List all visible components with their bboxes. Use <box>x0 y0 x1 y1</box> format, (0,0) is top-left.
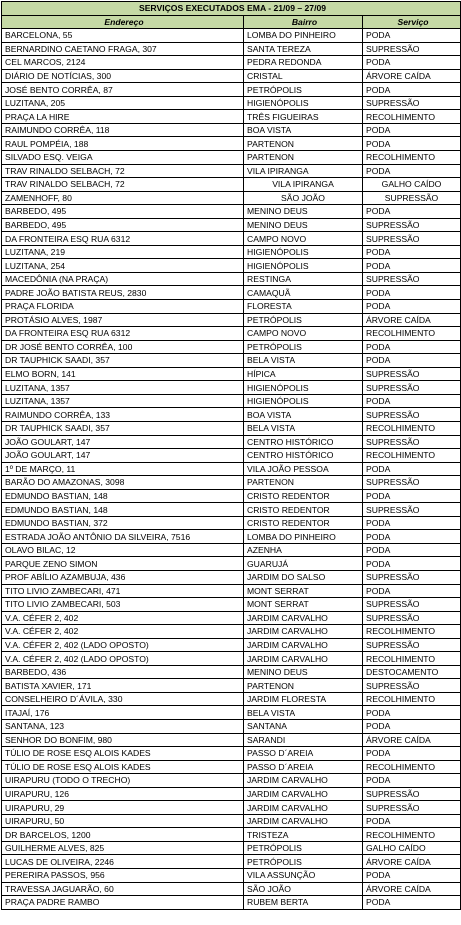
cell-bairro: GUARUJÁ <box>244 557 363 571</box>
cell-bairro: PETRÓPOLIS <box>244 841 363 855</box>
cell-bairro: HIGIENÓPOLIS <box>244 381 363 395</box>
cell-servico: ÁRVORE CAÍDA <box>363 882 461 896</box>
cell-bairro: SÃO JOÃO <box>244 882 363 896</box>
cell-endereco: PRAÇA FLORIDA <box>2 300 244 314</box>
cell-bairro: JARDIM CARVALHO <box>244 652 363 666</box>
table-row <box>2 123 461 137</box>
cell-endereco: TITO LIVIO ZAMBECARI, 471 <box>2 584 244 598</box>
cell-bairro: MONT SERRAT <box>244 584 363 598</box>
cell-endereco: LUZITANA, 1357 <box>2 394 244 408</box>
cell-endereco: BARBEDO, 495 <box>2 205 244 219</box>
cell-endereco: DR BARCELOS, 1200 <box>2 828 244 842</box>
cell-bairro: MENINO DEUS <box>244 665 363 679</box>
cell-endereco: DA FRONTEIRA ESQ RUA 6312 <box>2 327 244 341</box>
table-row <box>2 110 461 124</box>
cell-endereco: LUCAS DE OLIVEIRA, 2246 <box>2 855 244 869</box>
cell-servico: PODA <box>363 394 461 408</box>
cell-endereco: PARQUE ZENO SIMON <box>2 557 244 571</box>
cell-servico: PODA <box>363 164 461 178</box>
cell-bairro: CRISTO REDENTOR <box>244 489 363 503</box>
cell-bairro: RESTINGA <box>244 272 363 286</box>
cell-servico: SUPRESSÃO <box>363 42 461 56</box>
table-row <box>2 381 461 395</box>
cell-servico: PODA <box>363 584 461 598</box>
cell-bairro: PARTENON <box>244 679 363 693</box>
cell-endereco: ZAMENHOFF, 80 <box>2 191 244 205</box>
cell-servico: PODA <box>363 530 461 544</box>
table-row <box>2 896 461 910</box>
table-row <box>2 286 461 300</box>
cell-servico: PODA <box>363 557 461 571</box>
cell-bairro: CENTRO HISTÓRICO <box>244 449 363 463</box>
cell-servico: GALHO CAÍDO <box>363 178 461 192</box>
table-row <box>2 611 461 625</box>
table-row <box>2 421 461 435</box>
table-row <box>2 29 461 43</box>
cell-servico: SUPRESSÃO <box>363 232 461 246</box>
cell-endereco: LUZITANA, 205 <box>2 96 244 110</box>
table-row <box>2 354 461 368</box>
cell-servico: SUPRESSÃO <box>363 598 461 612</box>
table-row <box>2 205 461 219</box>
cell-servico: SUPRESSÃO <box>363 638 461 652</box>
cell-servico: SUPRESSÃO <box>363 801 461 815</box>
cell-bairro: JARDIM CARVALHO <box>244 638 363 652</box>
cell-servico: PODA <box>363 814 461 828</box>
cell-servico: SUPRESSÃO <box>363 476 461 490</box>
cell-bairro: SARANDI <box>244 733 363 747</box>
cell-servico: SUPRESSÃO <box>363 381 461 395</box>
cell-bairro: CAMPO NOVO <box>244 232 363 246</box>
cell-servico: SUPRESSÃO <box>363 679 461 693</box>
table-row <box>2 178 461 192</box>
cell-servico: GALHO CAÍDO <box>363 841 461 855</box>
cell-servico: SUPRESSÃO <box>363 191 461 205</box>
table-row <box>2 516 461 530</box>
table-row <box>2 692 461 706</box>
cell-endereco: SENHOR DO BONFIM, 980 <box>2 733 244 747</box>
table-row <box>2 747 461 761</box>
cell-servico: PODA <box>363 340 461 354</box>
cell-bairro: CRISTAL <box>244 69 363 83</box>
cell-endereco: V.A. CÉFER 2, 402 <box>2 625 244 639</box>
cell-endereco: JOSÉ BENTO CORRÊA, 87 <box>2 83 244 97</box>
cell-bairro: MENINO DEUS <box>244 205 363 219</box>
cell-bairro: HIGIENÓPOLIS <box>244 394 363 408</box>
table-row <box>2 557 461 571</box>
cell-servico: RECOLHIMENTO <box>363 625 461 639</box>
cell-servico: PODA <box>363 205 461 219</box>
cell-servico: SUPRESSÃO <box>363 611 461 625</box>
table-row <box>2 855 461 869</box>
cell-bairro: MENINO DEUS <box>244 218 363 232</box>
table-title: SERVIÇOS EXECUTADOS EMA - 21/09 – 27/09 <box>2 2 461 16</box>
cell-endereco: V.A. CÉFER 2, 402 (LADO OPOSTO) <box>2 638 244 652</box>
cell-bairro: AZENHA <box>244 543 363 557</box>
cell-bairro: PETRÓPOLIS <box>244 340 363 354</box>
table-row <box>2 42 461 56</box>
cell-endereco: PADRE JOÃO BATISTA REUS, 2830 <box>2 286 244 300</box>
cell-servico: ÁRVORE CAÍDA <box>363 855 461 869</box>
cell-bairro: JARDIM CARVALHO <box>244 774 363 788</box>
table-row <box>2 828 461 842</box>
table-row <box>2 83 461 97</box>
column-header-bairro: Bairro <box>244 15 363 29</box>
cell-bairro: HIGIENÓPOLIS <box>244 245 363 259</box>
cell-servico: RECOLHIMENTO <box>363 151 461 165</box>
cell-bairro: VILA IPIRANGA <box>244 178 363 192</box>
table-row <box>2 706 461 720</box>
cell-bairro: JARDIM CARVALHO <box>244 814 363 828</box>
cell-servico: SUPRESSÃO <box>363 272 461 286</box>
cell-servico: RECOLHIMENTO <box>363 692 461 706</box>
table-row <box>2 787 461 801</box>
title-row <box>2 2 461 16</box>
cell-endereco: LUZITANA, 219 <box>2 245 244 259</box>
cell-servico: PODA <box>363 516 461 530</box>
cell-bairro: TRÊS FIGUEIRAS <box>244 110 363 124</box>
cell-servico: ÁRVORE CAÍDA <box>363 733 461 747</box>
cell-endereco: UIRAPURU, 126 <box>2 787 244 801</box>
cell-servico: PODA <box>363 462 461 476</box>
table-row <box>2 503 461 517</box>
cell-endereco: BARBEDO, 495 <box>2 218 244 232</box>
cell-endereco: RAIMUNDO CORRÊA, 118 <box>2 123 244 137</box>
cell-bairro: JARDIM CARVALHO <box>244 787 363 801</box>
cell-servico: PODA <box>363 896 461 910</box>
table-row <box>2 598 461 612</box>
cell-endereco: ITAJAÍ, 176 <box>2 706 244 720</box>
table-row <box>2 232 461 246</box>
cell-servico: SUPRESSÃO <box>363 787 461 801</box>
cell-endereco: EDMUNDO BASTIAN, 148 <box>2 489 244 503</box>
cell-bairro: JARDIM DO SALSO <box>244 570 363 584</box>
cell-bairro: CRISTO REDENTOR <box>244 503 363 517</box>
cell-bairro: LOMBA DO PINHEIRO <box>244 530 363 544</box>
table-row <box>2 272 461 286</box>
cell-bairro: FLORESTA <box>244 300 363 314</box>
cell-bairro: JARDIM CARVALHO <box>244 625 363 639</box>
cell-servico: PODA <box>363 354 461 368</box>
cell-servico: PODA <box>363 774 461 788</box>
cell-servico: SUPRESSÃO <box>363 367 461 381</box>
cell-bairro: BELA VISTA <box>244 421 363 435</box>
cell-endereco: CONSELHEIRO D´ÁVILA, 330 <box>2 692 244 706</box>
cell-endereco: BARCELONA, 55 <box>2 29 244 43</box>
cell-bairro: RUBEM BERTA <box>244 896 363 910</box>
table-row <box>2 760 461 774</box>
cell-servico: PODA <box>363 286 461 300</box>
cell-endereco: PROTÁSIO ALVES, 1987 <box>2 313 244 327</box>
cell-endereco: ESTRADA JOÃO ANTÔNIO DA SILVEIRA, 7516 <box>2 530 244 544</box>
cell-servico: PODA <box>363 706 461 720</box>
cell-bairro: VILA JOÃO PESSOA <box>244 462 363 476</box>
cell-servico: PODA <box>363 719 461 733</box>
cell-bairro: VILA IPIRANGA <box>244 164 363 178</box>
cell-endereco: DA FRONTEIRA ESQ RUA 6312 <box>2 232 244 246</box>
cell-servico: RECOLHIMENTO <box>363 828 461 842</box>
cell-servico: SUPRESSÃO <box>363 408 461 422</box>
table-row <box>2 570 461 584</box>
cell-servico: RECOLHIMENTO <box>363 652 461 666</box>
cell-servico: SUPRESSÃO <box>363 218 461 232</box>
cell-bairro: JARDIM CARVALHO <box>244 611 363 625</box>
cell-bairro: MONT SERRAT <box>244 598 363 612</box>
cell-endereco: TÚLIO DE ROSE ESQ ALOIS KADES <box>2 760 244 774</box>
cell-bairro: BOA VISTA <box>244 123 363 137</box>
services-table <box>1 1 461 910</box>
table-row <box>2 435 461 449</box>
cell-servico: PODA <box>363 137 461 151</box>
cell-servico: SUPRESSÃO <box>363 435 461 449</box>
cell-servico: PODA <box>363 245 461 259</box>
cell-endereco: PROF ABÍLIO AZAMBUJA, 436 <box>2 570 244 584</box>
cell-endereco: GUILHERME ALVES, 825 <box>2 841 244 855</box>
cell-endereco: LUZITANA, 1357 <box>2 381 244 395</box>
cell-endereco: TRAV RINALDO SELBACH, 72 <box>2 164 244 178</box>
table-row <box>2 543 461 557</box>
table-row <box>2 733 461 747</box>
column-header-endereco: Endereço <box>2 15 244 29</box>
cell-endereco: PERERIRA PASSOS, 956 <box>2 869 244 883</box>
table-row <box>2 774 461 788</box>
cell-bairro: PASSO D´AREIA <box>244 747 363 761</box>
cell-bairro: SANTANA <box>244 719 363 733</box>
cell-servico: DESTOCAMENTO <box>363 665 461 679</box>
cell-servico: PODA <box>363 869 461 883</box>
table-row <box>2 652 461 666</box>
cell-bairro: BELA VISTA <box>244 354 363 368</box>
cell-endereco: SANTANA, 123 <box>2 719 244 733</box>
cell-bairro: PETRÓPOLIS <box>244 855 363 869</box>
table-row <box>2 137 461 151</box>
cell-endereco: TÚLIO DE ROSE ESQ ALOIS KADES <box>2 747 244 761</box>
cell-bairro: JARDIM CARVALHO <box>244 801 363 815</box>
table-row <box>2 801 461 815</box>
cell-endereco: ELMO BORN, 141 <box>2 367 244 381</box>
table-row <box>2 300 461 314</box>
table-row <box>2 462 461 476</box>
cell-endereco: UIRAPURU (TODO O TRECHO) <box>2 774 244 788</box>
cell-bairro: CAMPO NOVO <box>244 327 363 341</box>
cell-endereco: SILVADO ESQ. VEIGA <box>2 151 244 165</box>
table-row <box>2 367 461 381</box>
cell-bairro: LOMBA DO PINHEIRO <box>244 29 363 43</box>
table-body <box>2 2 461 910</box>
cell-bairro: PARTENON <box>244 137 363 151</box>
cell-servico: RECOLHIMENTO <box>363 760 461 774</box>
cell-servico: PODA <box>363 29 461 43</box>
cell-bairro: HIGIENÓPOLIS <box>244 96 363 110</box>
cell-bairro: TRISTEZA <box>244 828 363 842</box>
table-row <box>2 69 461 83</box>
table-row <box>2 449 461 463</box>
cell-endereco: JOÃO GOULART, 147 <box>2 435 244 449</box>
cell-servico: RECOLHIMENTO <box>363 449 461 463</box>
table-row <box>2 96 461 110</box>
cell-endereco: LUZITANA, 254 <box>2 259 244 273</box>
cell-servico: PODA <box>363 259 461 273</box>
cell-bairro: HÍPICA <box>244 367 363 381</box>
cell-servico: RECOLHIMENTO <box>363 327 461 341</box>
cell-endereco: RAIMUNDO CORRÊA, 133 <box>2 408 244 422</box>
cell-servico: SUPRESSÃO <box>363 503 461 517</box>
table-row <box>2 394 461 408</box>
cell-bairro: SANTA TEREZA <box>244 42 363 56</box>
table-row <box>2 164 461 178</box>
cell-servico: SUPRESSÃO <box>363 570 461 584</box>
cell-endereco: TITO LIVIO ZAMBECARI, 503 <box>2 598 244 612</box>
table-row <box>2 584 461 598</box>
table-row <box>2 327 461 341</box>
cell-endereco: BARÃO DO AMAZONAS, 3098 <box>2 476 244 490</box>
cell-endereco: BATISTA XAVIER, 171 <box>2 679 244 693</box>
table-row <box>2 340 461 354</box>
table-row <box>2 218 461 232</box>
table-row <box>2 151 461 165</box>
cell-bairro: CAMAQUÃ <box>244 286 363 300</box>
cell-bairro: PARTENON <box>244 476 363 490</box>
cell-bairro: PARTENON <box>244 151 363 165</box>
cell-servico: PODA <box>363 56 461 70</box>
cell-bairro: VILA ASSUNÇÃO <box>244 869 363 883</box>
cell-endereco: CEL MARCOS, 2124 <box>2 56 244 70</box>
cell-endereco: EDMUNDO BASTIAN, 372 <box>2 516 244 530</box>
cell-endereco: DR TAUPHICK SAADI, 357 <box>2 421 244 435</box>
cell-servico: SUPRESSÃO <box>363 96 461 110</box>
cell-servico: PODA <box>363 123 461 137</box>
table-row <box>2 719 461 733</box>
cell-bairro: CRISTO REDENTOR <box>244 516 363 530</box>
table-row <box>2 869 461 883</box>
column-header-servico: Serviço <box>363 15 461 29</box>
table-row <box>2 665 461 679</box>
table-row <box>2 408 461 422</box>
cell-endereco: PRAÇA PADRE RAMBO <box>2 896 244 910</box>
cell-endereco: JOÃO GOULART, 147 <box>2 449 244 463</box>
header-row <box>2 15 461 29</box>
cell-endereco: UIRAPURU, 50 <box>2 814 244 828</box>
cell-servico: PODA <box>363 83 461 97</box>
cell-endereco: BERNARDINO CAETANO FRAGA, 307 <box>2 42 244 56</box>
cell-endereco: DR JOSÉ BENTO CORRÊA, 100 <box>2 340 244 354</box>
cell-bairro: PASSO D´AREIA <box>244 760 363 774</box>
cell-servico: ÁRVORE CAÍDA <box>363 313 461 327</box>
cell-endereco: V.A. CÉFER 2, 402 <box>2 611 244 625</box>
table-row <box>2 625 461 639</box>
table-row <box>2 530 461 544</box>
cell-bairro: SÃO JOÃO <box>244 191 363 205</box>
cell-endereco: UIRAPURU, 29 <box>2 801 244 815</box>
table-row <box>2 191 461 205</box>
table-row <box>2 56 461 70</box>
cell-bairro: BELA VISTA <box>244 706 363 720</box>
table-row <box>2 489 461 503</box>
cell-endereco: TRAVESSA JAGUARÃO, 60 <box>2 882 244 896</box>
cell-servico: PODA <box>363 747 461 761</box>
cell-bairro: PETRÓPOLIS <box>244 313 363 327</box>
cell-endereco: DIÁRIO DE NOTÍCIAS, 300 <box>2 69 244 83</box>
cell-endereco: V.A. CÉFER 2, 402 (LADO OPOSTO) <box>2 652 244 666</box>
cell-endereco: 1º DE MARÇO, 11 <box>2 462 244 476</box>
cell-servico: ÁRVORE CAÍDA <box>363 69 461 83</box>
table-row <box>2 313 461 327</box>
cell-servico: PODA <box>363 489 461 503</box>
table-row <box>2 814 461 828</box>
cell-servico: RECOLHIMENTO <box>363 110 461 124</box>
table-row <box>2 638 461 652</box>
cell-endereco: EDMUNDO BASTIAN, 148 <box>2 503 244 517</box>
cell-servico: PODA <box>363 543 461 557</box>
cell-bairro: BOA VISTA <box>244 408 363 422</box>
cell-bairro: HIGIENÓPOLIS <box>244 259 363 273</box>
table-row <box>2 882 461 896</box>
cell-endereco: DR TAUPHICK SAADI, 357 <box>2 354 244 368</box>
cell-bairro: CENTRO HISTÓRICO <box>244 435 363 449</box>
cell-bairro: PEDRA REDONDA <box>244 56 363 70</box>
cell-endereco: MACEDÔNIA (NA PRAÇA) <box>2 272 244 286</box>
table-row <box>2 841 461 855</box>
cell-bairro: JARDIM FLORESTA <box>244 692 363 706</box>
cell-endereco: PRAÇA LA HIRE <box>2 110 244 124</box>
table-row <box>2 245 461 259</box>
cell-endereco: TRAV RINALDO SELBACH, 72 <box>2 178 244 192</box>
cell-endereco: RAUL POMPÉIA, 188 <box>2 137 244 151</box>
table-row <box>2 476 461 490</box>
cell-endereco: BARBEDO, 436 <box>2 665 244 679</box>
table-row <box>2 259 461 273</box>
table-row <box>2 679 461 693</box>
cell-endereco: OLAVO BILAC, 12 <box>2 543 244 557</box>
cell-bairro: PETRÓPOLIS <box>244 83 363 97</box>
cell-servico: PODA <box>363 300 461 314</box>
cell-servico: RECOLHIMENTO <box>363 421 461 435</box>
